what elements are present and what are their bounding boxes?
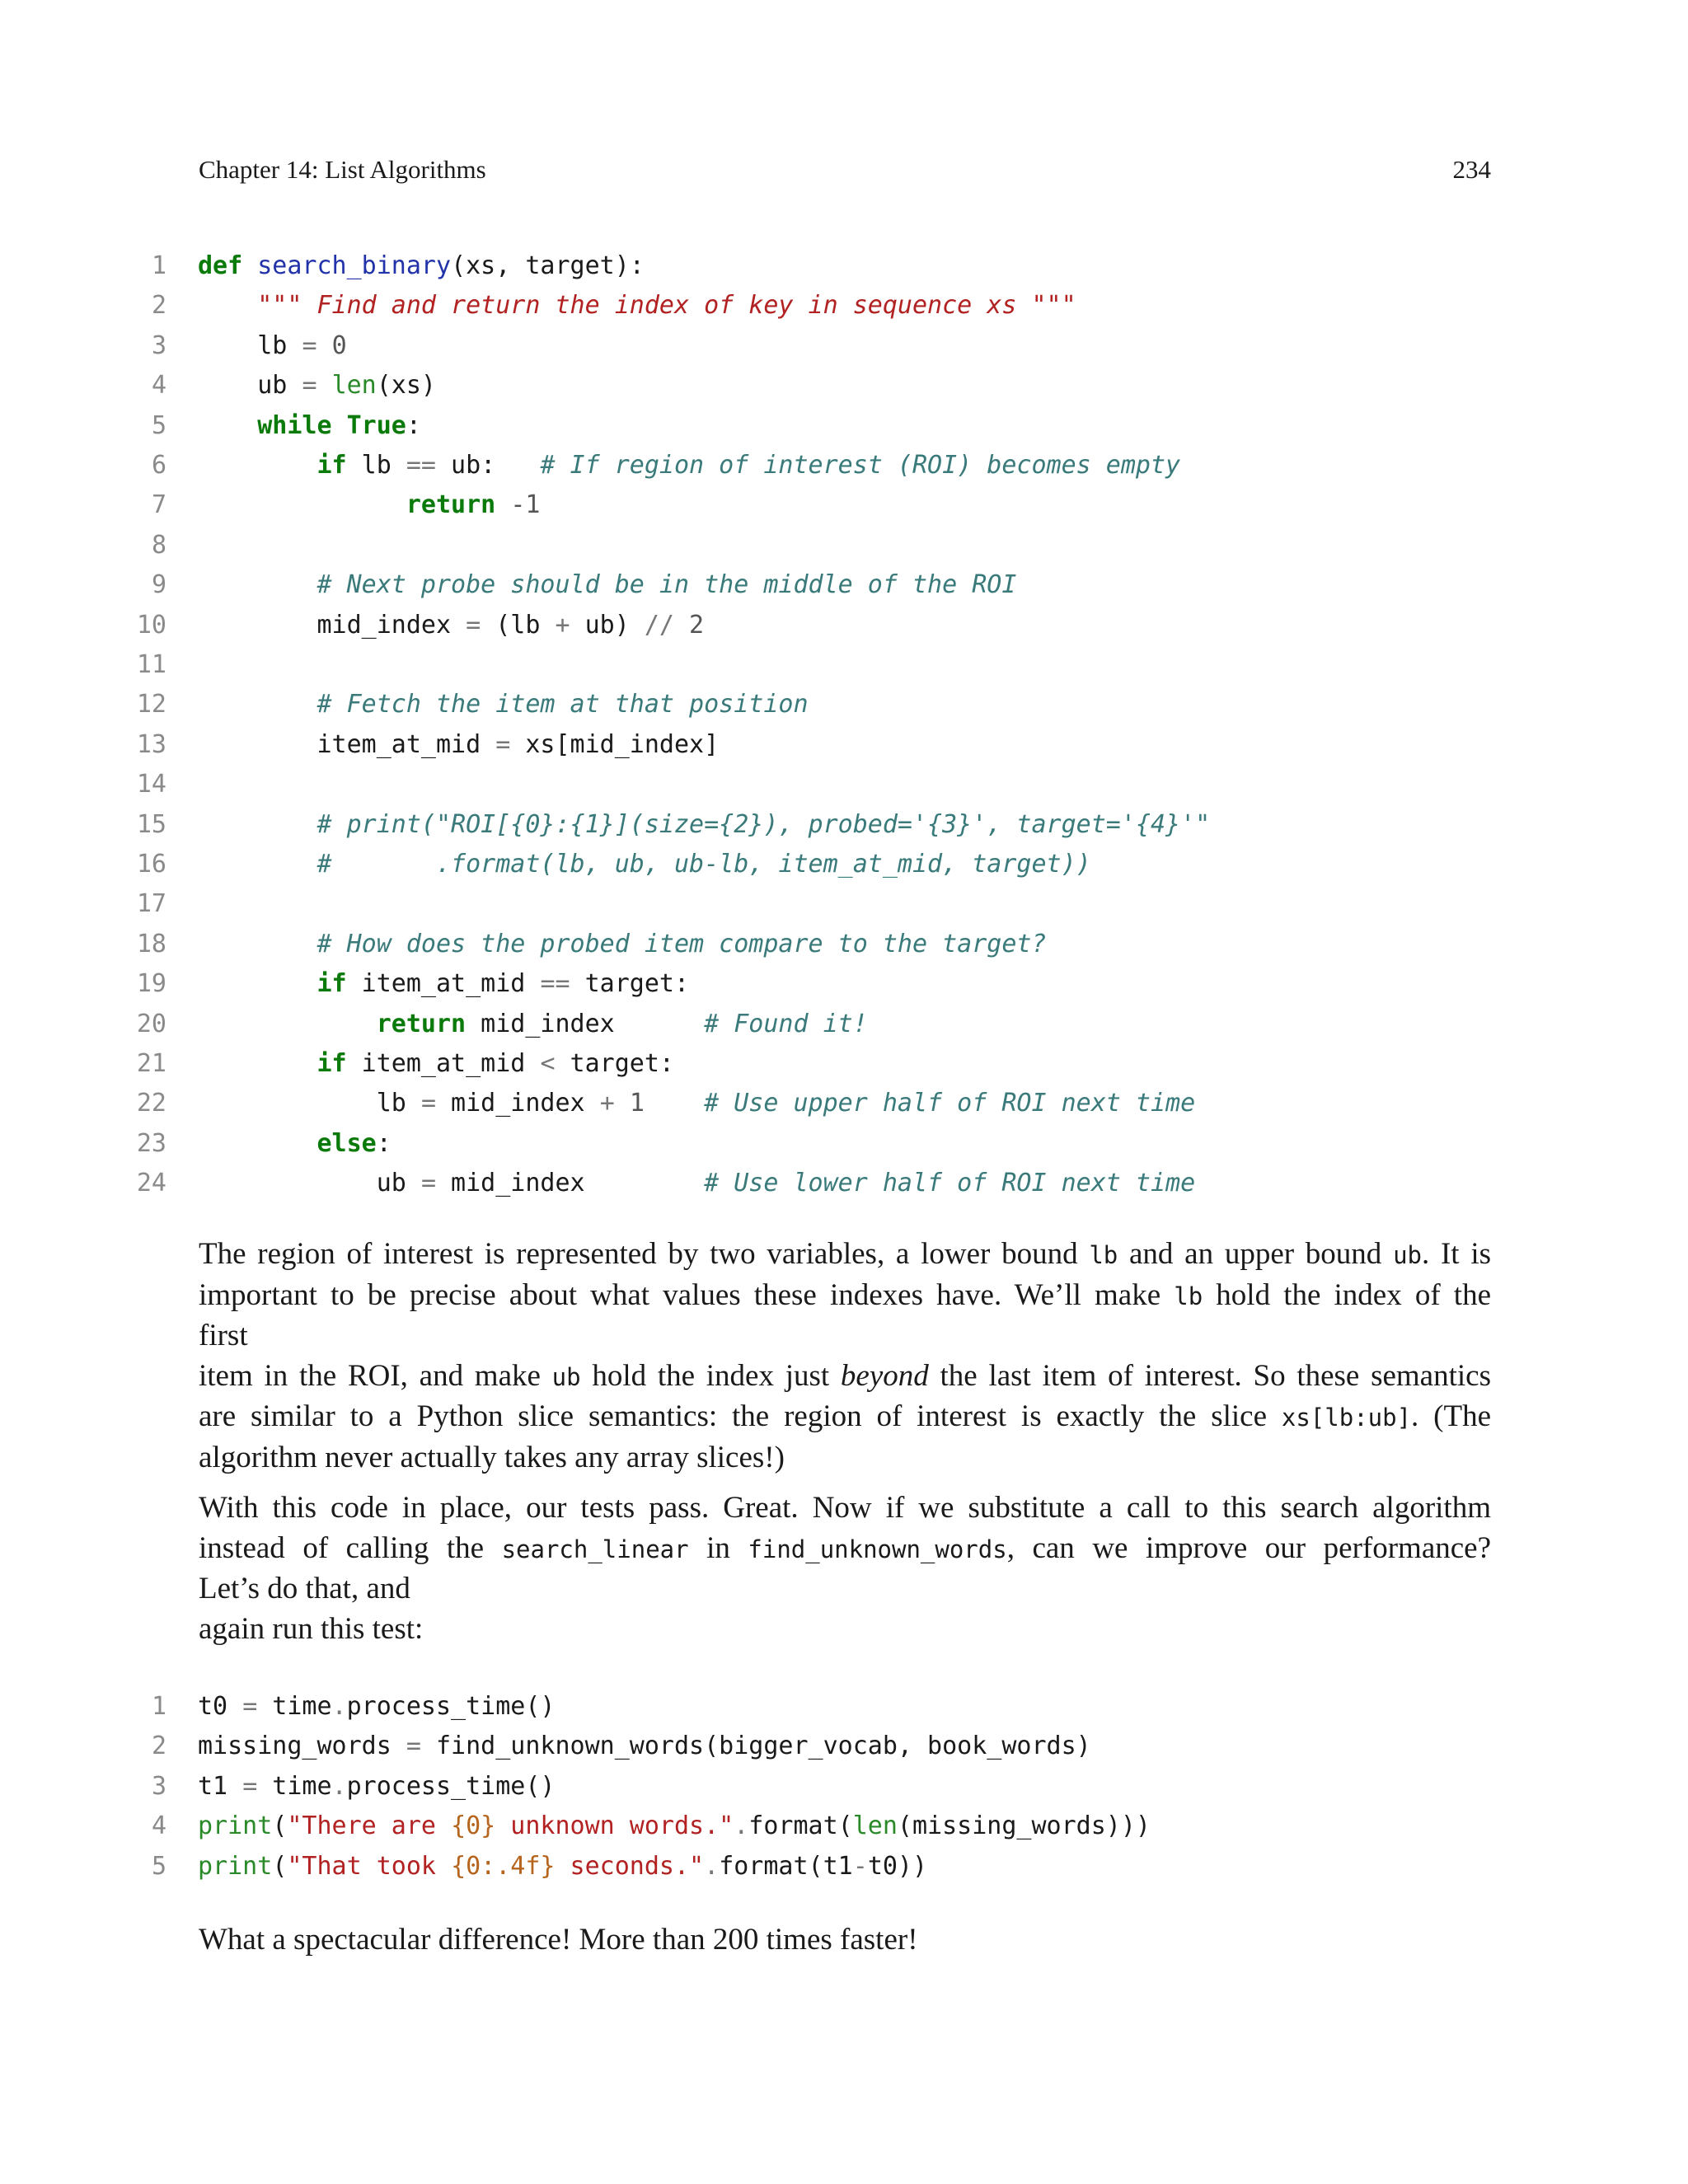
code-line: [0, 645, 1688, 685]
code-line: [0, 1727, 1688, 1766]
code-token: item_at_mid: [346, 969, 541, 999]
line-number: 19: [136, 969, 166, 999]
code-line: [0, 1044, 1688, 1084]
code-token: .: [331, 1771, 347, 1801]
code-token: find_unknown_words(bigger_vocab, book_words): [420, 1732, 1091, 1761]
line-number: 1: [151, 1692, 166, 1721]
code-token: (: [272, 1851, 288, 1881]
paragraph-line: The region of interest is represented by two variables, a lower bound lb and an upper bound ub. It is: [199, 1237, 1491, 1271]
line-number: 23: [136, 1128, 166, 1158]
code-token: [674, 611, 689, 640]
line-number: 22: [136, 1089, 166, 1118]
code-line: [0, 884, 1688, 924]
code-token: =: [242, 1771, 258, 1801]
code-line: [0, 406, 1688, 446]
code-text: [198, 964, 689, 1004]
line-number: 20: [136, 1009, 166, 1038]
code-token: [198, 291, 257, 320]
code-token: return: [376, 1009, 467, 1038]
code-token: process_time(): [346, 1771, 556, 1801]
code-token: <: [540, 1049, 556, 1078]
code-token: (xs, target):: [451, 251, 645, 280]
code-token: unknown words.": [495, 1811, 734, 1841]
line-number: 13: [136, 729, 166, 759]
line-number: 21: [136, 1049, 166, 1078]
code-text: [198, 246, 645, 286]
code-line: [0, 565, 1688, 605]
code-token: xs[mid_index]: [510, 729, 720, 759]
line-number: 11: [136, 650, 166, 679]
code-text: [198, 1727, 1091, 1766]
code-token: =: [420, 1169, 436, 1198]
code-token: ub: [198, 1169, 421, 1198]
line-number: 18: [136, 929, 166, 958]
line-number: 14: [136, 770, 166, 799]
code-token: print: [198, 1851, 273, 1881]
code-token: [198, 850, 317, 879]
code-line: [0, 725, 1688, 765]
paragraph-line: instead of calling the search_linear in find_unknown_words, can we improve our performance?: [199, 1530, 1492, 1565]
code-token: "There are: [287, 1811, 452, 1841]
paragraph-line: algorithm never actually takes any array slices!): [199, 1440, 785, 1474]
code-text: [198, 1687, 556, 1727]
line-number: 1: [151, 251, 166, 280]
code-token: t0)): [867, 1851, 928, 1881]
code-token: [242, 251, 257, 280]
code-line: [0, 286, 1688, 326]
code-line: [0, 485, 1688, 525]
code-token: [332, 411, 347, 440]
code-token: .: [734, 1811, 749, 1841]
line-number: 2: [151, 1732, 166, 1761]
code-token: [198, 1010, 377, 1038]
code-token: [198, 930, 317, 958]
code-token: [317, 331, 332, 360]
code-token: mid_index: [466, 1009, 705, 1038]
code-token: # Use upper half of ROI next time: [704, 1089, 1196, 1118]
code-token: =: [242, 1692, 258, 1721]
code-token: .: [331, 1692, 347, 1721]
code-token: (xs): [376, 371, 436, 401]
code-token: mid_index: [198, 610, 467, 640]
code-line: [0, 366, 1688, 405]
line-number: 3: [151, 330, 166, 360]
code-text: [198, 685, 809, 724]
code-line: [0, 1767, 1688, 1807]
code-token: [198, 690, 317, 719]
code-line: [0, 326, 1688, 366]
line-number: 6: [151, 451, 166, 480]
page-header: [199, 155, 1491, 196]
line-number: 9: [151, 570, 166, 600]
paragraph-line: item in the ROI, and make ub hold the index just beyond the last item of interest. So these semantics: [199, 1358, 1491, 1393]
code-token: # print("ROI[{0}:{1}](size={2}), probed='{3}', target='{4}'": [316, 809, 1211, 839]
line-number: 15: [136, 809, 166, 839]
code-token: """ Find and return the index of key in sequence xs """: [257, 291, 1076, 321]
code-text: [198, 925, 1047, 964]
code-line: [0, 1005, 1688, 1044]
code-token: missing_words: [198, 1732, 406, 1761]
line-number: 4: [151, 371, 166, 401]
code-token: format(t1: [719, 1851, 853, 1881]
code-token: =: [420, 1089, 436, 1118]
code-token: [198, 1129, 317, 1158]
paragraph-substitute-search: [199, 1488, 1491, 1649]
code-token: {0}: [451, 1811, 496, 1841]
paragraph-line: are similar to a Python slice semantics: the region of interest is exactly the slice xs[lb:ub]. (The: [199, 1399, 1491, 1433]
code-token: [495, 490, 510, 519]
paragraph-line: again run this test:: [199, 1611, 424, 1646]
code-token: lb: [346, 451, 406, 480]
code-line: [0, 246, 1688, 286]
code-token: //: [644, 610, 674, 640]
line-number: 16: [136, 850, 166, 879]
code-text: [198, 366, 436, 405]
code-line: [0, 1164, 1688, 1203]
code-token: [198, 969, 317, 998]
paragraph-region-of-interest: [199, 1235, 1491, 1478]
code-token: # Found it!: [704, 1009, 868, 1038]
code-line: [0, 685, 1688, 724]
code-token: mid_index: [436, 1169, 705, 1198]
code-text: [198, 1044, 674, 1084]
code-token: if: [316, 1049, 347, 1078]
chapter-title: Chapter 14: List Algorithms: [199, 155, 486, 184]
code-text: [198, 1767, 556, 1807]
code-token: ==: [540, 969, 570, 999]
code-text: [198, 565, 1016, 605]
code-text: [198, 845, 1091, 884]
line-number: 7: [151, 490, 166, 520]
code-text: [198, 805, 1210, 845]
code-text: [198, 446, 1180, 485]
code-line: [0, 925, 1688, 964]
code-token: .: [704, 1851, 720, 1881]
code-token: -1: [510, 490, 541, 520]
code-token: item_at_mid: [346, 1049, 541, 1078]
code-token: lb: [198, 1089, 421, 1118]
code-token: "That took: [287, 1851, 452, 1881]
line-number: 5: [151, 410, 166, 440]
code-line: [0, 1124, 1688, 1164]
code-line: [0, 805, 1688, 845]
paragraph-line: important to be precise about what values these indexes have. We’ll make lb hold the index of the: [199, 1277, 1491, 1312]
code-token: format(: [748, 1811, 853, 1841]
code-token: [198, 1049, 317, 1078]
code-text: [198, 1164, 1195, 1203]
code-token: # .format(lb, ub, ub-lb, item_at_mid, target)): [316, 850, 1091, 879]
code-line: [0, 526, 1688, 565]
code-token: lb: [198, 330, 302, 360]
code-token: ==: [406, 451, 436, 480]
code-token: :: [406, 410, 421, 440]
code-token: =: [302, 330, 317, 360]
code-token: =: [495, 729, 511, 759]
code-token: time: [257, 1771, 332, 1801]
line-number: 2: [151, 291, 166, 321]
code-text: [198, 406, 421, 446]
code-token: time: [257, 1692, 332, 1721]
code-token: ub:: [436, 451, 541, 480]
code-token: [198, 570, 317, 599]
line-number: 10: [136, 610, 166, 640]
code-text: [198, 286, 1076, 326]
code-token: [615, 1089, 630, 1118]
code-token: =: [406, 1732, 421, 1761]
code-token: +: [599, 1089, 615, 1118]
code-token: [645, 1089, 704, 1118]
code-text: [198, 1005, 868, 1044]
code-token: # If region of interest (ROI) becomes empty: [540, 451, 1181, 480]
code-token: if: [316, 969, 347, 999]
code-line: [0, 765, 1688, 804]
code-token: 1: [629, 1089, 645, 1118]
code-line: [0, 964, 1688, 1004]
code-token: search_binary: [257, 251, 452, 280]
code-token: (lb: [481, 610, 556, 640]
code-line: [0, 446, 1688, 485]
code-text: [198, 1124, 392, 1164]
code-text: [198, 725, 719, 765]
code-text: [198, 1084, 1195, 1123]
code-token: len: [852, 1811, 898, 1841]
code-line: [0, 1687, 1688, 1727]
code-token: 0: [331, 330, 347, 360]
code-token: [198, 451, 317, 480]
line-number: 17: [136, 889, 166, 919]
code-text: [198, 606, 704, 645]
line-number: 3: [151, 1771, 166, 1801]
code-token: target:: [570, 969, 690, 999]
code-token: len: [331, 371, 377, 401]
code-token: +: [555, 610, 570, 640]
code-token: seconds.": [555, 1851, 705, 1881]
line-number: 4: [151, 1811, 166, 1841]
code-token: def: [198, 251, 243, 280]
line-number: 8: [151, 530, 166, 560]
code-token: True: [346, 410, 406, 440]
code-token: ub: [198, 371, 302, 401]
paragraph-line: What a spectacular difference! More than 200 times faster!: [199, 1923, 918, 1957]
code-token: print: [198, 1811, 273, 1841]
code-token: -: [852, 1851, 868, 1881]
code-token: =: [302, 371, 317, 401]
code-line: [0, 1807, 1688, 1846]
code-token: item_at_mid: [198, 729, 496, 759]
code-text: [198, 1807, 1151, 1846]
paragraph-conclusion: [199, 1920, 1491, 1961]
page-number: 234: [1452, 155, 1491, 184]
line-number: 5: [151, 1851, 166, 1881]
code-token: {0:.4f}: [451, 1851, 556, 1881]
code-line: [0, 845, 1688, 884]
code-token: # How does the probed item compare to the target?: [316, 929, 1047, 958]
paragraph-line: With this code in place, our tests pass. Great. Now if we substitute a call to this search algorithm: [199, 1491, 1491, 1525]
paragraph-line: first: [199, 1319, 248, 1352]
code-token: if: [316, 451, 347, 480]
code-token: =: [466, 610, 481, 640]
code-token: process_time(): [346, 1692, 556, 1721]
code-token: return: [406, 490, 496, 520]
code-line: [0, 1084, 1688, 1123]
code-line: [0, 1847, 1688, 1886]
code-token: (: [272, 1811, 288, 1841]
code-text: [198, 485, 540, 525]
code-token: # Fetch the item at that position: [316, 690, 809, 719]
code-token: [317, 371, 332, 400]
code-token: while: [257, 410, 332, 440]
code-token: mid_index: [436, 1089, 600, 1118]
code-token: ub): [570, 610, 645, 640]
code-token: t1: [198, 1771, 243, 1801]
code-token: :: [376, 1128, 392, 1158]
code-token: # Use lower half of ROI next time: [704, 1169, 1196, 1198]
code-token: else: [316, 1128, 377, 1158]
code-token: [198, 490, 406, 519]
paragraph-line: Let’s do that, and: [199, 1572, 410, 1605]
code-token: target:: [555, 1049, 674, 1078]
line-number: 24: [136, 1169, 166, 1198]
code-token: (missing_words))): [897, 1811, 1151, 1841]
code-token: # Next probe should be in the middle of the ROI: [316, 570, 1017, 600]
code-token: [198, 810, 317, 839]
code-line: [0, 606, 1688, 645]
line-number: 12: [136, 690, 166, 719]
code-text: [198, 1847, 927, 1886]
code-token: [198, 411, 257, 440]
code-text: [198, 326, 347, 366]
code-token: t0: [198, 1692, 243, 1721]
code-token: 2: [689, 610, 705, 640]
